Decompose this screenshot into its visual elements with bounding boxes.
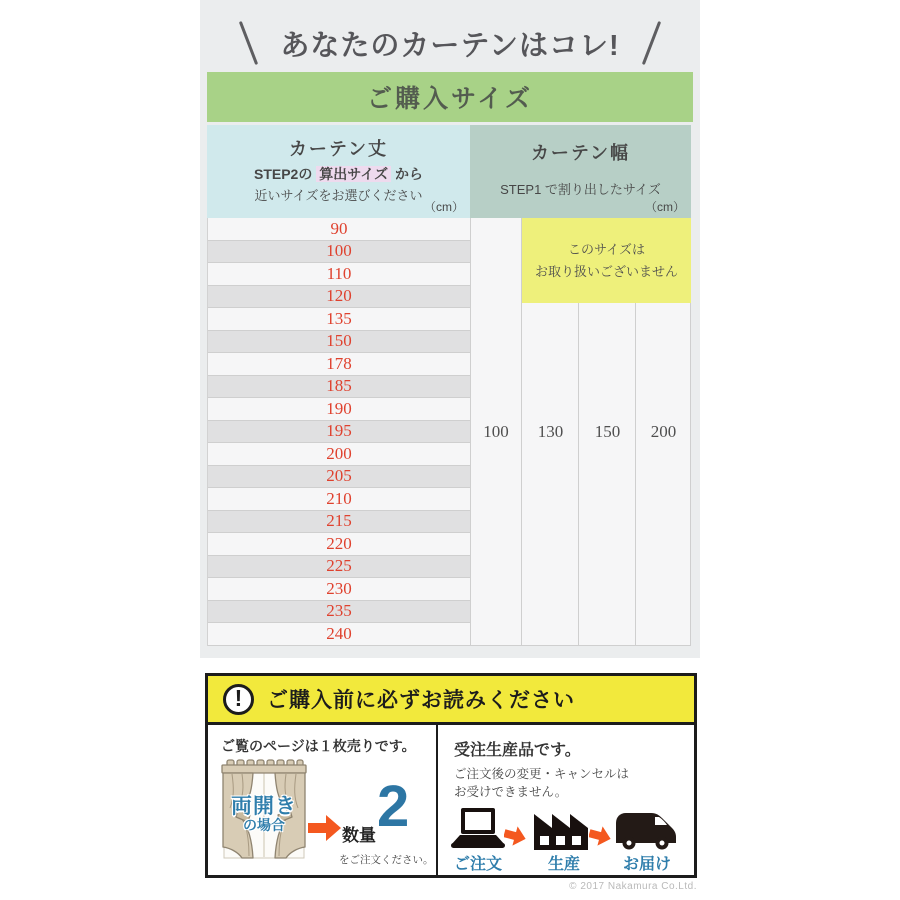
length-column: [207, 218, 470, 646]
length-row: 90: [208, 218, 470, 241]
headline-row: [200, 18, 700, 68]
length-unit-label: （cm）: [424, 200, 464, 214]
truck-icon: [615, 809, 677, 851]
length-row: 215: [208, 511, 470, 534]
cancel-policy-line-2: お受けできません。: [454, 785, 568, 799]
width-header-cell: [470, 125, 691, 218]
length-row: 120: [208, 286, 470, 309]
step-arrow-icon: [589, 824, 613, 848]
width-header-subtitle: STEP1 で割り出したサイズ: [500, 182, 661, 197]
single-panel-heading: ご覧のページは１枚売りです。: [221, 738, 416, 754]
width-header-title: カーテン幅: [530, 143, 631, 163]
length-row: 135: [208, 308, 470, 331]
length-header-instruction-2: 近いサイズをお選びください: [254, 188, 423, 203]
width-column-200: [636, 303, 691, 646]
width-column-130: [522, 303, 579, 646]
unavailable-line-1: このサイズは: [568, 242, 645, 258]
both-open-label: 両開き: [231, 795, 297, 818]
width-column-150: [579, 303, 636, 646]
notice-body: [208, 725, 694, 875]
length-row: 110: [208, 263, 470, 286]
copyright-text: © 2017 Nakamura Co.Ltd.: [569, 881, 697, 892]
both-open-sublabel: の場合: [243, 817, 285, 833]
length-row: 150: [208, 331, 470, 354]
size-table-header: [207, 125, 691, 218]
length-row: 100: [208, 241, 470, 264]
length-row: 190: [208, 398, 470, 421]
calculated-size-highlight: 算出サイズ: [316, 166, 391, 182]
width-unit-label: （cm）: [645, 200, 685, 214]
order-caption: をご注文ください。: [339, 854, 434, 866]
factory-icon: [531, 805, 591, 851]
length-row: 205: [208, 466, 470, 489]
width-value: 150: [594, 422, 621, 441]
page-title: あなたのカーテンはコレ!: [280, 29, 620, 62]
exclamation-icon: !: [223, 684, 254, 715]
length-header-title: カーテン丈: [288, 139, 389, 159]
length-row: 195: [208, 421, 470, 444]
step-label-production: 生産: [547, 856, 580, 873]
length-header-instruction: [207, 164, 470, 184]
length-row: 225: [208, 556, 470, 579]
length-instruction-suffix: から: [391, 166, 424, 182]
pre-purchase-notice-box: [205, 673, 697, 878]
length-row: 220: [208, 533, 470, 556]
single-panel-notice: [208, 725, 438, 875]
step-arrow-icon: [504, 824, 528, 848]
width-value: 100: [483, 422, 509, 441]
length-row: 240: [208, 623, 470, 646]
quantity-value: 2: [377, 774, 410, 839]
laptop-icon: [450, 807, 506, 851]
length-instruction-prefix: STEP2の: [253, 166, 317, 182]
slash-decoration-icon: [641, 21, 660, 65]
notice-header: [208, 676, 694, 725]
length-row: 235: [208, 601, 470, 624]
right-arrow-icon: [308, 813, 342, 843]
length-row: 200: [208, 443, 470, 466]
notice-title: ご購入前に必ずお読みください: [267, 689, 575, 712]
made-to-order-notice: [438, 725, 694, 875]
backslash-decoration-icon: [239, 21, 258, 65]
unavailable-size-note: [522, 218, 691, 303]
quantity-label: 数量: [342, 826, 376, 845]
unavailable-line-2: お取り扱いございません: [534, 263, 678, 279]
length-row: 178: [208, 353, 470, 376]
curtain-figure: [218, 758, 310, 866]
step-label-delivery: お届け: [622, 856, 671, 873]
purchase-size-banner: ご購入サイズ: [207, 72, 693, 122]
cancel-policy-line-1: ご注文後の変更・キャンセルは: [454, 767, 630, 781]
length-row: 230: [208, 578, 470, 601]
step-label-order: ご注文: [453, 856, 502, 873]
size-table-body: [207, 218, 691, 646]
length-header-cell: [207, 125, 470, 218]
width-value: 130: [537, 422, 564, 441]
length-row: 185: [208, 376, 470, 399]
length-row: 210: [208, 488, 470, 511]
made-to-order-heading: 受注生産品です。: [454, 742, 581, 759]
size-table: [207, 125, 691, 646]
width-value: 200: [650, 422, 677, 441]
